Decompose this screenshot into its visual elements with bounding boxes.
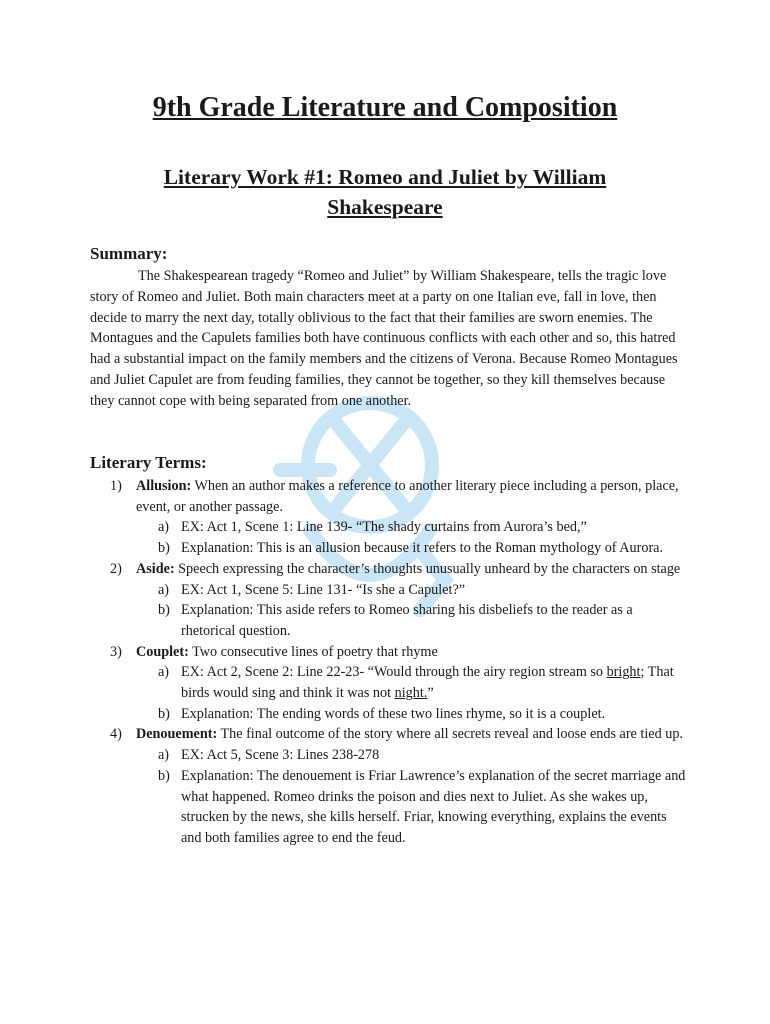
term-number: 4) (110, 726, 122, 743)
sub-text: Explanation: The ending words of these two lines rhyme, so it is a couplet. (181, 705, 606, 722)
sub-text: EX: Act 1, Scene 5: Line 131- “Is she a Capulet?” (181, 581, 466, 598)
term-number: 2) (110, 560, 122, 577)
term-item-aside (90, 559, 690, 642)
sub-text: EX: Act 1, Scene 1: Line 139- “The shady curtains from Aurora’s bed,” (181, 519, 587, 536)
sub-text: Explanation: The denouement is Friar Lawrence’s explanation of the secret marriage and what happened. Romeo drinks the poison and dies next to Juliet. As she wakes up, strucken by the news, she kills herself. Friar, knowing everything, explains the events and both families agree to end the feud. (181, 767, 686, 846)
term-sublist (136, 662, 690, 724)
term-example (136, 662, 690, 703)
sub-text-part: EX: Act 2, Scene 2: Line 22-23- “Would through the airy region stream so (181, 664, 607, 681)
underlined-rhyme-word: night. (394, 685, 428, 702)
term-sublist (136, 580, 690, 642)
sub-text-part: ; That birds would sing and think it was not (181, 664, 674, 702)
sub-letter: a) (158, 581, 170, 598)
term-name: Couplet: (136, 643, 189, 660)
page-title: 9th Grade Literature and Composition (152, 92, 618, 123)
sub-letter: a) (158, 747, 170, 764)
term-definition: Two consecutive lines of poetry that rhyme (188, 643, 438, 660)
sub-letter: a) (158, 664, 170, 681)
term-explanation (136, 538, 690, 559)
summary-heading: Summary: (90, 244, 168, 263)
term-definition: When an author makes a reference to another literary piece including a person, place, event, or another passage. (136, 478, 679, 515)
term-example (136, 517, 690, 538)
term-item-allusion (90, 476, 690, 559)
term-name: Denouement: (136, 726, 218, 743)
term-definition: The final outcome of the story where all secrets reveal and loose ends are tied up. (217, 726, 683, 743)
term-number: 1) (110, 478, 122, 494)
term-sublist (136, 745, 690, 849)
term-explanation (136, 766, 690, 849)
sub-letter: a) (158, 519, 170, 536)
term-example (136, 745, 690, 766)
term-example (136, 580, 690, 601)
sub-text-part: ” (427, 685, 434, 702)
term-sublist (136, 517, 690, 558)
literary-terms-list (90, 476, 690, 849)
underlined-rhyme-word: bright (606, 664, 641, 681)
sub-text: EX: Act 5, Scene 3: Lines 238-278 (181, 747, 380, 764)
sub-text: Explanation: This aside refers to Romeo sharing his disbeliefs to the reader as a rhetorical question. (181, 602, 633, 639)
term-number: 3) (110, 643, 122, 660)
term-item-couplet (90, 642, 690, 725)
sub-letter: b) (158, 705, 170, 722)
literary-work-title: Literary Work #1: Romeo and Juliet by William Shakespeare (163, 165, 607, 219)
term-explanation (136, 600, 690, 641)
summary-paragraph: The Shakespearean tragedy “Romeo and Juliet” by William Shakespeare, tells the tragic love story of Romeo and Juliet. Both main characters meet at a party on one Italian eve, fall in love, then decide to marry the next day, totally oblivious to the fact that their families are sworn enemies. The Montagues and the Capulets families both have continuous conflicts with each other and so, this hatred had a substantial impact on the family members and the citizens of Verona. Because Romeo Montagues and Juliet Capulet are from feuding families, they cannot be together, so they kill themselves because they cannot cope with being separated from one another. (90, 268, 678, 409)
term-item-denouement (90, 724, 690, 848)
term-definition: Speech expressing the character’s thoughts unusually unheard by the characters on stage (174, 560, 681, 577)
sub-letter: b) (158, 767, 170, 784)
term-explanation (136, 704, 690, 725)
sub-text: Explanation: This is an allusion because it refers to the Roman mythology of Aurora. (181, 540, 664, 557)
term-name: Aside: (136, 560, 175, 577)
term-name: Allusion: (136, 478, 192, 494)
literary-terms-heading: Literary Terms: (90, 453, 207, 472)
sub-letter: b) (158, 602, 170, 619)
sub-letter: b) (158, 540, 170, 557)
